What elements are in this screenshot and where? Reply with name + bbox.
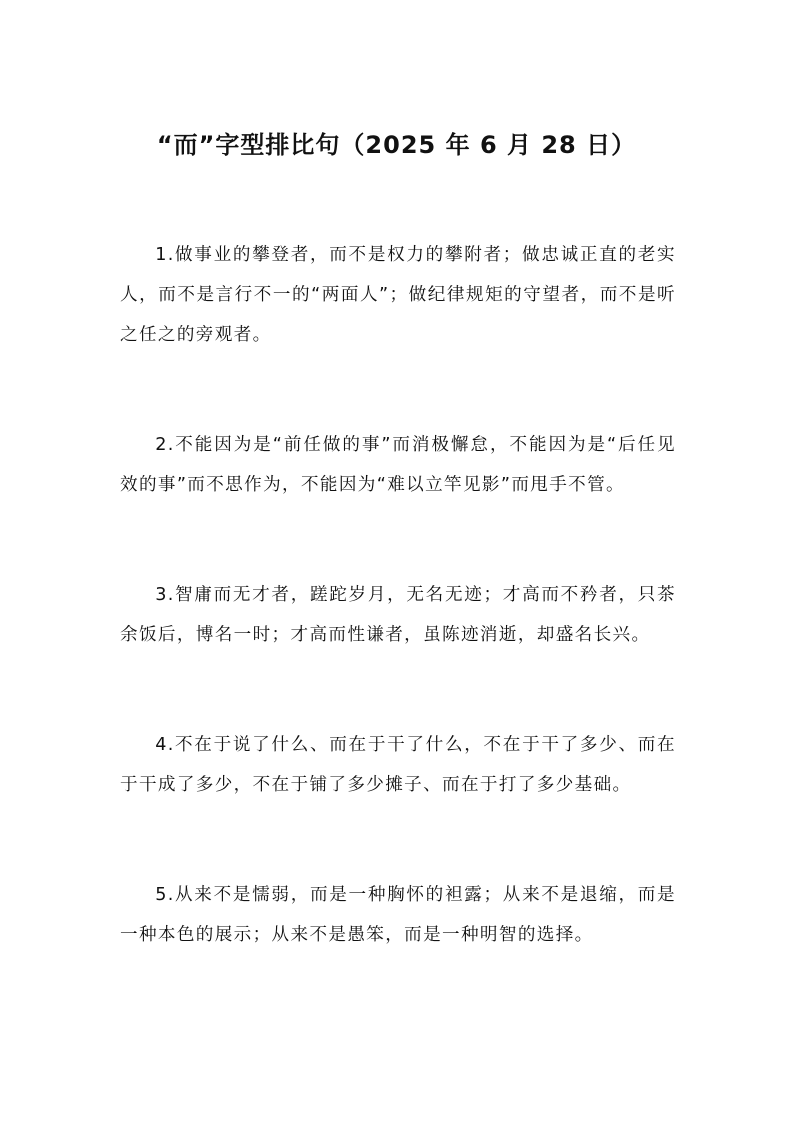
paragraph-5: 5.从来不是懦弱，而是一种胸怀的袒露；从来不是退缩，而是一种本色的展示；从来不是愚笨，而是一种明智的选择。: [120, 885, 676, 945]
document-title: “而”字型排比句（2025 年 6 月 28 日）: [156, 131, 637, 159]
document-body: [120, 235, 676, 955]
paragraph-4: 4.不在于说了什么、而在于干了什么，不在于干了多少、而在于干成了多少，不在于铺了多少摊子、而在于打了多少基础。: [120, 735, 676, 795]
paragraph-1: 1.做事业的攀登者，而不是权力的攀附者；做忠诚正直的老实人，而不是言行不一的“两面人”；做纪律规矩的守望者，而不是听之任之的旁观者。: [120, 245, 676, 345]
paragraph-3: 3.智庸而无才者，蹉跎岁月，无名无迹；才高而不矜者，只茶余饭后，博名一时；才高而性谦者，虽陈迹消逝，却盛名长兴。: [120, 585, 676, 645]
paragraph-2: 2.不能因为是“前任做的事”而消极懈怠，不能因为是“后任见效的事”而不思作为，不能因为“难以立竿见影”而甩手不管。: [120, 435, 676, 495]
